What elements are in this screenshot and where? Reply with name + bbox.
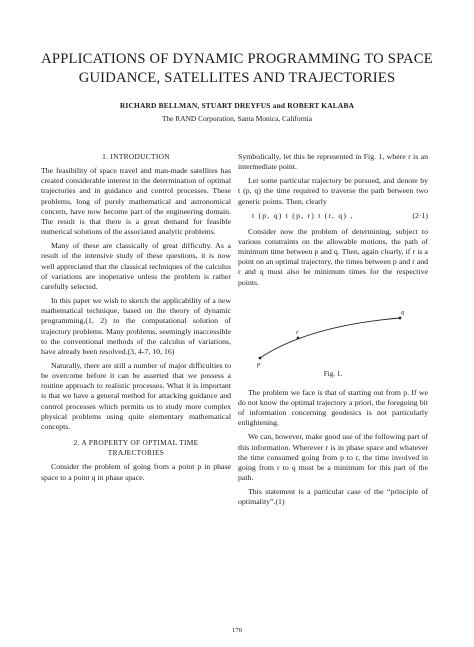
point-q — [399, 316, 402, 319]
affiliation: The RAND Corporation, Santa Monica, California — [161, 114, 313, 123]
trajectory-curve — [260, 318, 400, 358]
paper-title — [20, 50, 454, 88]
label-q: q — [401, 308, 405, 316]
right-column — [238, 152, 428, 511]
point-r — [297, 336, 300, 339]
title-line-1: APPLICATIONS OF DYNAMIC PROGRAMMING TO SPACE — [41, 51, 433, 67]
section-2-heading — [41, 438, 231, 458]
left-paragraph-4: Naturally, there are still a number of major difficulties to be overcome before it can be asserted that we possess a routine approach to realistic processes. What it is important is that we have a general method for attacking guidance and control processes which permits us to study more complex physical problems using quite elementary mathematical concepts. — [41, 360, 231, 431]
label-r: r — [296, 328, 299, 336]
right-paragraph-6: This statement is a particular case of the “principle of optimality”.(1) — [238, 487, 428, 507]
right-paragraph-3: Consider now the problem of determining, subject to various constraints on the allowable motions, the path of minimum time between p and q. Then, again clearly, if r is a point on an optimal trajectory, the times between p and r and r and q must also be minimum times for the respective points. — [238, 226, 428, 287]
section-2-heading-line-2: TRAJECTORIES — [107, 448, 165, 458]
left-paragraph-3: In this paper we wish to sketch the applicability of a new mathematical technique, based on the theory of dynamic programming,(1, 2) to the computational solution of trajectory problems. Many problems, seemingly inaccessible to the conventional methods of the calculus of variations, have already been resolved.(3, 4-7, 10, 16) — [41, 296, 231, 356]
section-1-heading: 1. INTRODUCTION — [102, 152, 170, 161]
figure-1 — [238, 292, 428, 368]
point-p — [259, 356, 262, 359]
left-column — [41, 152, 231, 487]
right-paragraph-2: Let some particular trajectory be pursued, and denote by t (p, q) the time required to traverse the path between two generic points. Then, clearly — [238, 176, 428, 206]
left-paragraph-2: Many of these are classically of great difficulty. As a result of the intensive study of these questions, it is now well appreciated that the classical techniques of the calculus of variations are inoperative unless the problem is rather carefully selected. — [41, 241, 231, 291]
label-p: p — [257, 360, 261, 368]
page-number: 170 — [232, 627, 242, 634]
equation-2-1 — [252, 211, 428, 221]
section-2-heading-line-1: 2. A PROPERTY OF OPTIMAL TIME — [73, 438, 199, 448]
equation-expression: t (p, q) t (p, r) t (r, q) , — [252, 210, 354, 220]
right-paragraph-4: The problem we face is that of starting out from p. If we do not know the optimal trajectory a priori, the foregoing bit of information concerning geodesics is not particularly enlightening. — [238, 387, 428, 428]
right-paragraph-1: Symbolically, let this be represented in Fig. 1, where r is an intermediate point. — [238, 152, 428, 172]
right-paragraph-5: We can, however, make good use of the following part of this information. Wherever r is in phase space and whatever the time consumed going from p to r, the time involved in going from r to q must be a minimum for this part of the path. — [238, 432, 428, 482]
equation-number: (2·1) — [412, 210, 428, 220]
title-line-2: GUIDANCE, SATELLITES AND TRAJECTORIES — [78, 70, 396, 86]
left-paragraph-5: Consider the problem of going from a point p in phase space to a point q in phase space. — [41, 462, 231, 482]
trajectory-diagram — [238, 292, 428, 368]
figure-1-caption: Fig. 1. — [323, 369, 343, 378]
left-paragraph-1: The feasibility of space travel and man-made satellites has created considerable interest in the determination of optimal trajectories and in guidance and control processes. These problems, long of purely mathematical and astronomical concern, have now become part of the engineering domain. The result is that there is a great demand for feasible numerical solutions of the associated analytic problems. — [41, 166, 231, 237]
authors: RICHARD BELLMAN, STUART DREYFUS and ROBERT KALABA — [119, 101, 355, 110]
